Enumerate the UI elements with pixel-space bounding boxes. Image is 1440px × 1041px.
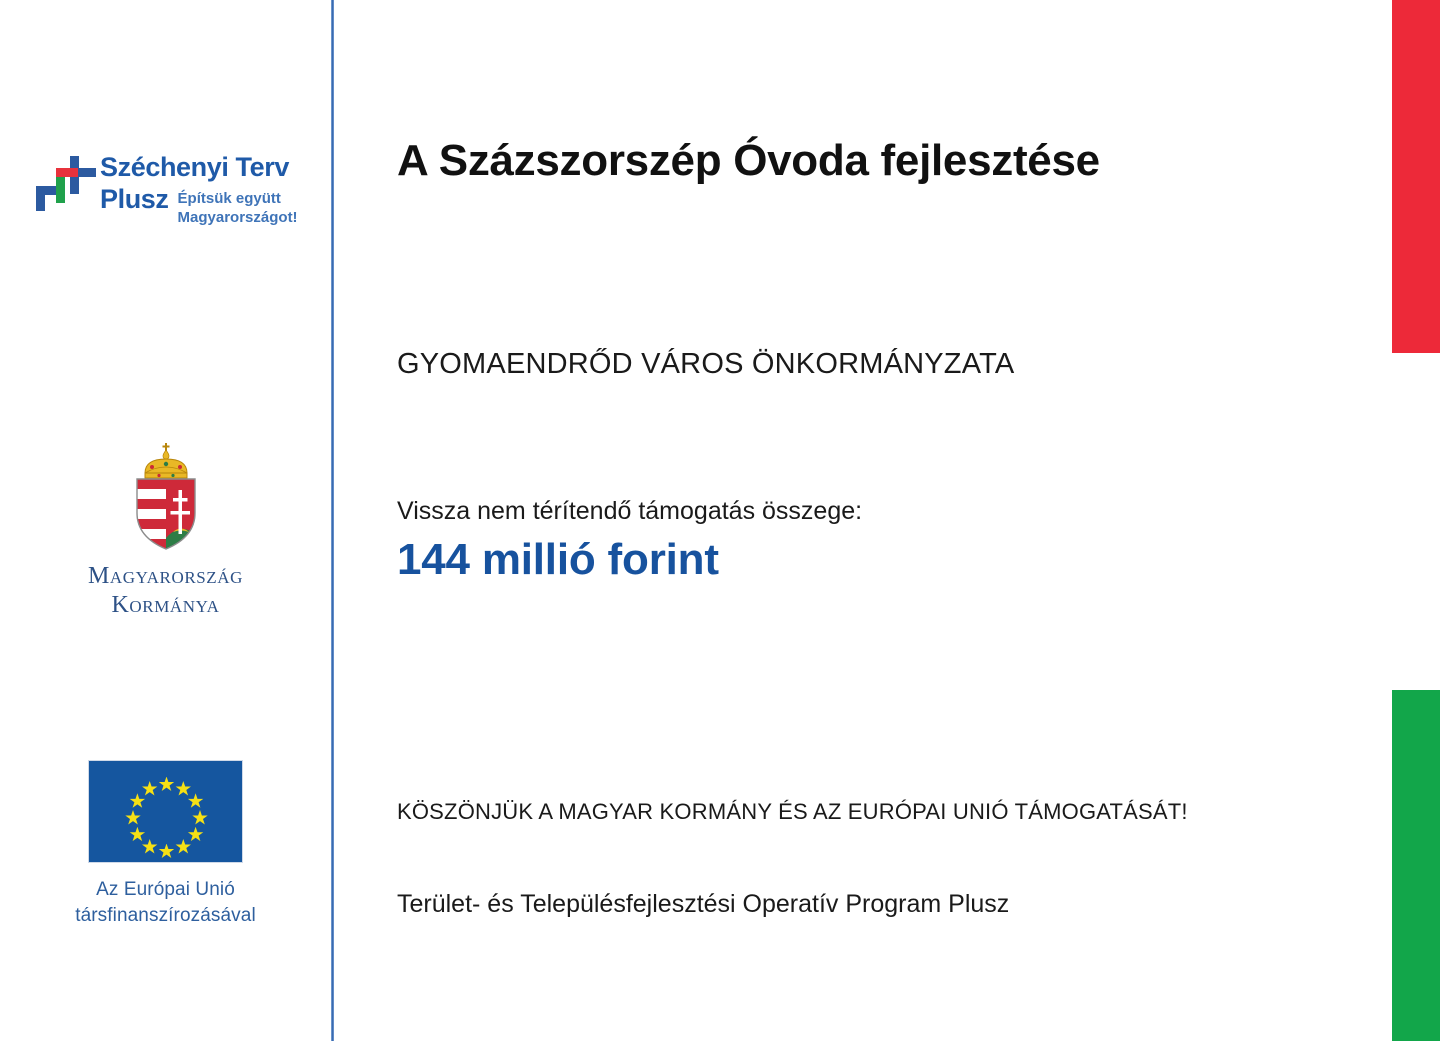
- eu-star: [142, 781, 158, 797]
- eu-star: [129, 793, 145, 809]
- eu-star: [175, 839, 191, 855]
- european-union-logo: [0, 760, 331, 929]
- szechenyi-line1: Széchenyi Terv: [100, 152, 289, 182]
- logo-column: [0, 0, 331, 1041]
- eu-star: [175, 781, 191, 797]
- main-content: [397, 0, 1377, 1041]
- grant-amount: 144 millió forint: [397, 535, 719, 584]
- szechenyi-cross-icon: [36, 156, 96, 216]
- vertical-divider: [331, 0, 334, 1041]
- eu-star: [159, 777, 175, 793]
- szechenyi-wordmark: [100, 152, 316, 227]
- eu-flag-icon: [88, 760, 243, 863]
- flag-bar-red: [1392, 0, 1440, 353]
- hungarian-coat-of-arms-icon: [129, 440, 203, 552]
- government-wordmark: [0, 562, 331, 620]
- thanks-message: KÖSZÖNJÜK A MAGYAR KORMÁNY ÉS AZ EURÓPAI UNIÓ TÁMOGATÁSÁT!: [397, 799, 1188, 824]
- eu-star: [142, 839, 158, 855]
- eu-star: [159, 844, 175, 860]
- szechenyi-slogan-line2: Magyarországot!: [177, 209, 298, 226]
- eu-caption-line2: társfinanszírozásával: [75, 905, 256, 926]
- organization-name: GYOMAENDRŐD VÁROS ÖNKORMÁNYZATA: [397, 348, 1015, 380]
- government-name-line2: Kormánya: [111, 592, 220, 618]
- hungarian-government-logo: [0, 440, 331, 620]
- eu-caption-line1: Az Európai Unió: [96, 879, 235, 900]
- eu-star: [192, 810, 208, 826]
- eu-star: [125, 810, 141, 826]
- eu-caption: [0, 877, 331, 929]
- szechenyi-slogan-line1: Építsük együtt: [177, 190, 281, 207]
- operational-program-name: Terület- és Településfejlesztési Operatív Program Plusz: [397, 890, 1010, 918]
- eu-star: [188, 827, 204, 843]
- szechenyi-line2: Plusz: [100, 184, 169, 214]
- eu-star: [188, 793, 204, 809]
- szechenyi-terv-plusz-logo: [36, 152, 316, 268]
- flag-bar-green: [1392, 690, 1440, 1041]
- project-title: A Százszorszép Óvoda fejlesztése: [397, 136, 1100, 185]
- grant-label: Vissza nem térítendő támogatás összege:: [397, 497, 863, 525]
- government-name-line1: Magyarország: [87, 563, 244, 589]
- szechenyi-slogan: [178, 189, 298, 227]
- eu-star: [129, 827, 145, 843]
